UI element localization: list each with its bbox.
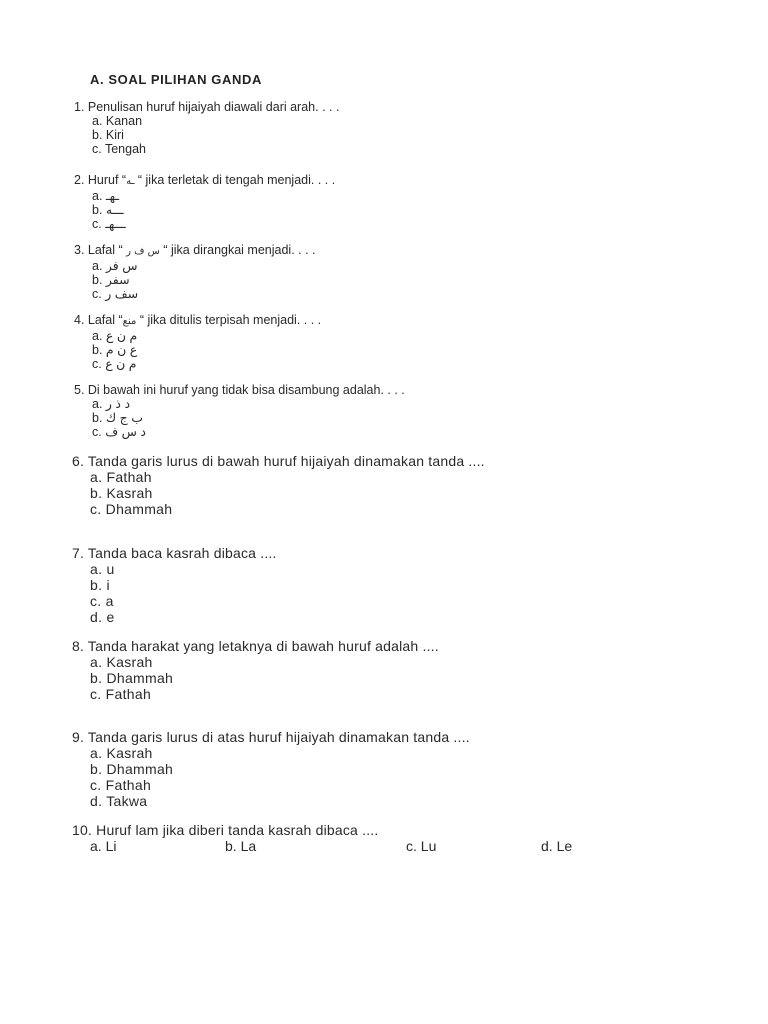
options-row (72, 838, 612, 854)
option-b: b. Dhammah (90, 670, 174, 686)
option-b: b. i (90, 577, 110, 593)
arabic-letter: ـه (126, 176, 135, 187)
question-stem: 8. Tanda harakat yang letaknya di bawah huruf adalah .... (72, 638, 439, 654)
question-stem: 3. Lafal “ س ف ر “ jika dirangkai menjadi. . . . (74, 243, 316, 257)
option-a: a. م ن ع (92, 329, 138, 343)
question-8 (72, 638, 439, 702)
question-3 (74, 243, 316, 301)
question-6 (72, 453, 485, 517)
question-stem: 4. Lafal “منع “ jika ditulis terpisah menjadi. . . . (74, 313, 322, 327)
option-a: a. Kasrah (90, 654, 153, 670)
option-d: d. Takwa (90, 793, 148, 809)
question-2 (74, 173, 335, 231)
question-stem: 7. Tanda baca kasrah dibaca .... (72, 545, 277, 561)
option-a: a. ـهـ (92, 189, 119, 203)
option-c: c. Tengah (92, 142, 146, 156)
question-4 (74, 313, 321, 371)
option-d: d. Le (541, 838, 573, 854)
option-a: a. Kasrah (90, 745, 153, 761)
option-c: c. a (90, 593, 114, 609)
option-b: b. ـــه (92, 203, 124, 217)
option-a: a. u (90, 561, 115, 577)
option-a: a. Fathah (90, 469, 152, 485)
option-b: b. Dhammah (90, 761, 174, 777)
question-stem: 9. Tanda garis lurus di atas huruf hijaiyah dinamakan tanda .... (72, 729, 470, 745)
option-c: c. د س ف (92, 425, 146, 439)
option-c: c. سف ر (92, 287, 139, 301)
option-b: b. سفر (92, 273, 130, 287)
option-b: b. La (225, 838, 257, 854)
option-c: c. Lu (406, 838, 437, 854)
question-stem: 2. Huruf “ـه “ jika terletak di tengah menjadi. . . . (74, 173, 336, 187)
question-5 (74, 383, 405, 439)
question-stem: 1. Penulisan huruf hijaiyah diawali dari arah. . . . (74, 100, 340, 114)
option-c: c. ـــهـ (92, 217, 126, 231)
question-stem: 10. Huruf lam jika diberi tanda kasrah dibaca .... (72, 822, 379, 838)
option-a: a. د ذ ر (92, 397, 131, 411)
option-c: c. م ن ع (92, 357, 137, 371)
question-1 (74, 100, 339, 156)
option-a: a. Kanan (92, 114, 143, 128)
arabic-letters: س ف ر (126, 246, 160, 257)
question-stem: 6. Tanda garis lurus di bawah huruf hijaiyah dinamakan tanda .... (72, 453, 485, 469)
section-heading: A. SOAL PILIHAN GANDA (90, 72, 262, 87)
option-c: c. Dhammah (90, 501, 173, 517)
option-b: b. Kasrah (90, 485, 153, 501)
question-9 (72, 729, 470, 809)
option-c: c. Fathah (90, 686, 152, 702)
question-7 (72, 545, 277, 625)
question-stem: 5. Di bawah ini huruf yang tidak bisa disambung adalah. . . . (74, 383, 405, 397)
option-d: d. e (90, 609, 115, 625)
option-a: a. س فر (92, 259, 138, 273)
option-b: b. Kiri (92, 128, 124, 142)
option-b: b. ع ن م (92, 343, 138, 357)
question-10 (72, 822, 612, 854)
option-a: a. Li (90, 838, 117, 854)
option-b: b. ب ج ك (92, 411, 143, 425)
arabic-word: منع (122, 316, 137, 327)
option-c: c. Fathah (90, 777, 152, 793)
